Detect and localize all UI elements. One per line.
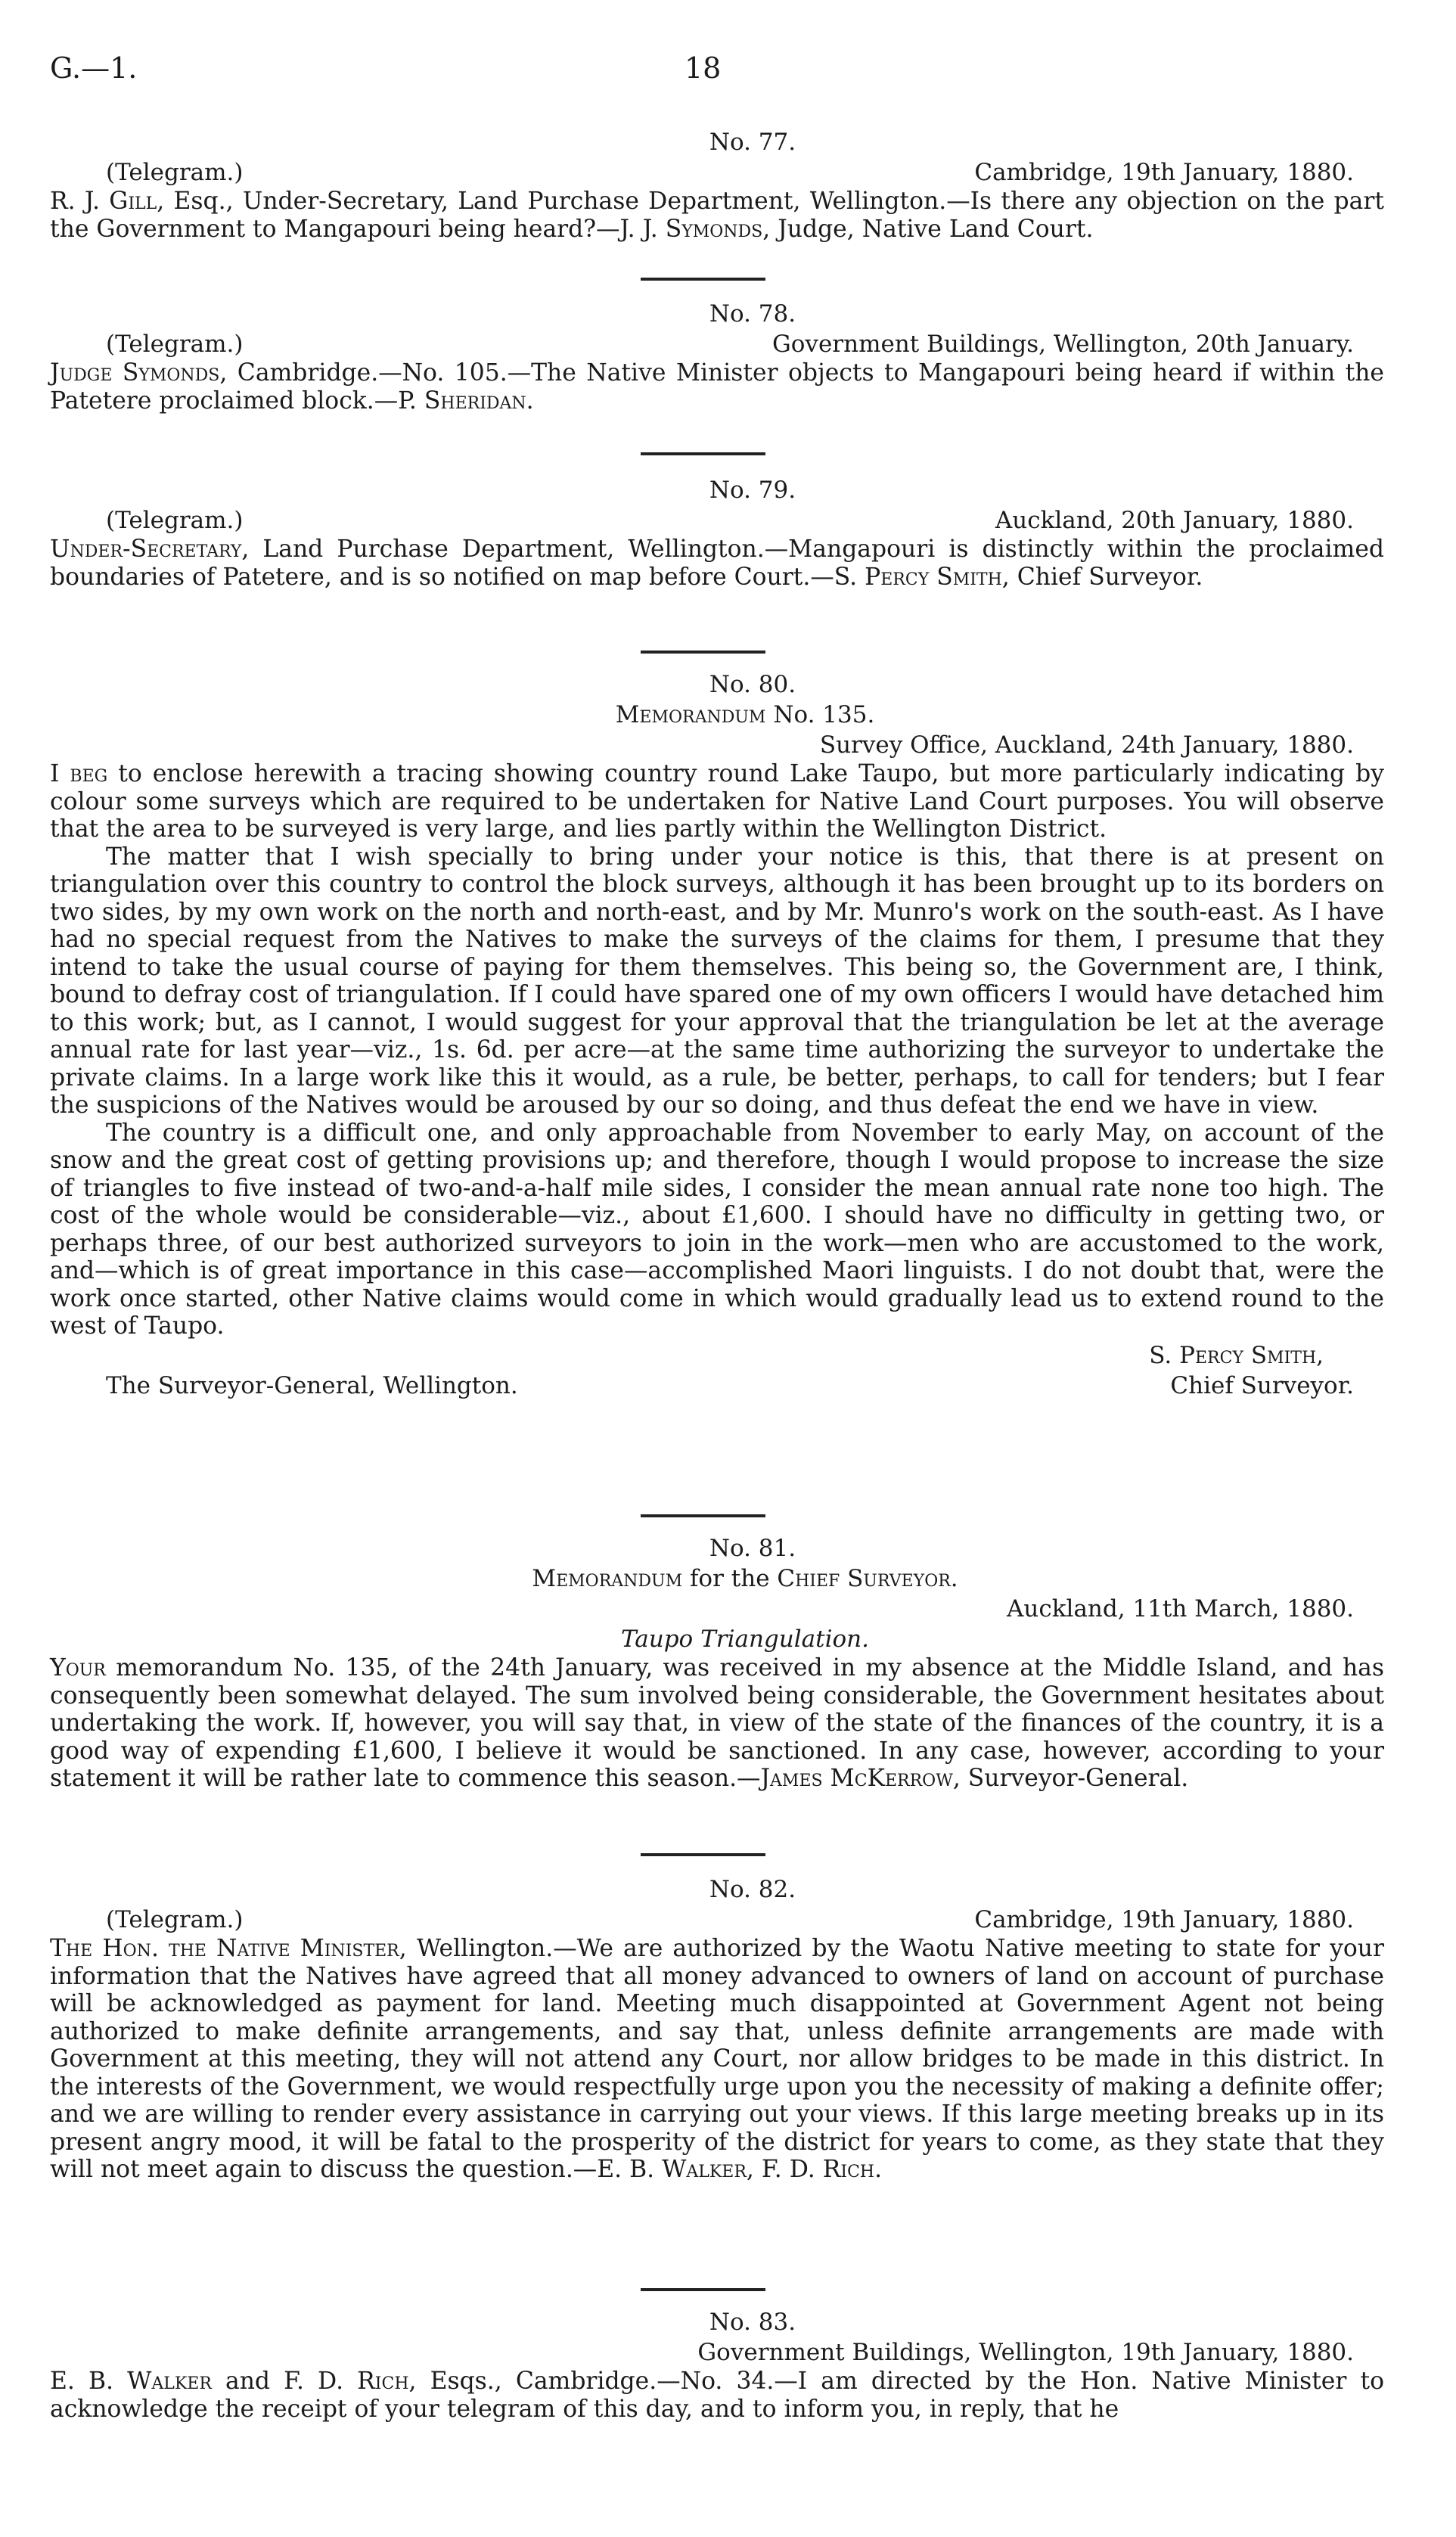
- section-divider: [641, 2288, 765, 2291]
- message-body: Your memorandum No. 135, of the 24th January, was received in my absence at the Middle Island, and has consequently been somewhat delayed. The sum involved being considerable, the Government hesitates about undertaking the work. If, however, you will say that, in view of the state of the finances of the country, it is a good way of expending £1,600, I believe it would be sanctioned. In any case, however, according to your statement it will be rather late to commence this season.—James McKerrow, Surveyor-General.: [50, 1654, 1384, 1792]
- memo-heading: Memorandum No. 135.: [615, 701, 875, 728]
- section-divider: [641, 278, 765, 281]
- section-number: No. 83.: [709, 2309, 796, 2336]
- addressee: The Hon. the Native Minister,: [50, 1935, 407, 1962]
- signature-block: [106, 1340, 1384, 1402]
- telegram-header: [106, 329, 1384, 359]
- section-divider: [641, 452, 765, 455]
- memo-subject: Taupo Triangulation.: [621, 1626, 869, 1653]
- section-number: No. 82.: [709, 1876, 796, 1903]
- section-number: No. 81.: [709, 1535, 796, 1562]
- telegram-label: (Telegram.): [106, 1906, 244, 1933]
- memo-heading: Memorandum for the Chief Surveyor.: [532, 1565, 958, 1592]
- place-date: Government Buildings, Wellington, 20th January.: [772, 331, 1354, 358]
- paragraph-2: The matter that I wish specially to bring under your notice is this, that there is at present on triangulation over this country to control the block surveys, although it has been brought up to its borders on two sides, by my own work on the north and north-east, and by Mr. Munro's work on the south-east. As I have had no special request from the Natives to make the surveys of the claims for them, I presume that they intend to take the usual course of paying for them themselves. This being so, the Government are, I think, bound to defray cost of triangulation. If I could have spared one of my own officers I would have detached him to this work; but, as I cannot, I would suggest for your approval that the triangulation be let at the average annual rate for last year—viz., 1s. 6d. per acre—at the same time authorizing the surveyor to undertake the private claims. In a large work like this it would, as a rule, be better, perhaps, to call for tenders; but I fear the suspicions of the Natives would be aroused by our so doing, and thus defeat the end we have in view.: [50, 843, 1384, 1119]
- telegram-label: (Telegram.): [106, 507, 244, 534]
- telegram-header: [106, 1905, 1384, 1935]
- addressee: Under-Secretary,: [50, 536, 250, 563]
- section-divider: [641, 1514, 765, 1517]
- telegram-header: [106, 157, 1384, 188]
- addressee: R. J. Gill,: [50, 188, 165, 215]
- addressee: Judge Symonds,: [50, 359, 228, 387]
- section-no-77: [50, 127, 1384, 243]
- place-date: Cambridge, 19th January, 1880.: [974, 159, 1354, 186]
- section-divider: [641, 1853, 765, 1856]
- series-number: G.—1.: [50, 51, 138, 85]
- section-no-83: [50, 2307, 1384, 2423]
- section-number: No. 77.: [709, 129, 796, 156]
- section-no-80: [50, 669, 1384, 1402]
- message-body: E. B. Walker and F. D. Rich, Esqs., Cambridge.—No. 34.—I am directed by the Hon. Native Minister to acknowledge the receipt of your telegram of this day, and to inform you, in reply, that he: [50, 2368, 1384, 2423]
- message-body: Judge Symonds, Cambridge.—No. 105.—The Native Minister objects to Mangapouri being heard if within the Patetere proclaimed block.—P. Sheridan.: [50, 359, 1384, 415]
- section-no-79: [50, 475, 1384, 591]
- signer-name: S. Percy Smith,: [1149, 1341, 1324, 1369]
- telegram-label: (Telegram.): [106, 159, 244, 186]
- place-date: Cambridge, 19th January, 1880.: [974, 1906, 1354, 1933]
- section-no-78: [50, 299, 1384, 415]
- place-date: Auckland, 11th March, 1880.: [1007, 1595, 1354, 1622]
- section-no-81: [50, 1533, 1384, 1793]
- paragraph-3: The country is a difficult one, and only approachable from November to early May, on account of the snow and the great cost of getting provisions up; and therefore, though I would propose to increase the size of triangles to five instead of two-and-a-half mile sides, I consider the mean annual rate none too high. The cost of the whole would be considerable—viz., about £1,600. I should have no difficulty in getting two, or perhaps three, of our best authorized surveyors to join in the work—men who are accustomed to the work, and—which is of great importance in this case—accomplished Maori linguists. I do not doubt that, were the work once started, other Native claims would come in which would gradually lead us to extend round to the west of Taupo.: [50, 1119, 1384, 1340]
- message-body: Under-Secretary, Land Purchase Department, Wellington.—Mangapouri is distinctly within the proclaimed boundaries of Patetere, and is so notified on map before Court.—S. Percy Smith, Chief Surveyor.: [50, 536, 1384, 591]
- message-body: The Hon. the Native Minister, Wellington.—We are authorized by the Waotu Native meeting to state for your information that the Natives have agreed that all money advanced to owners of land on account of purchase will be acknowledged as payment for land. Meeting much disappointed at Government Agent not being authorized to make definite arrangements, and say that, unless definite arrangements are made with Government at this meeting, they will not attend any Court, nor allow bridges to be made in this district. In the interests of the Government, we would respectfully urge upon you the necessity of making a definite offer; and we are willing to render every assistance in carrying out your views. If this large meeting breaks up in its present angry mood, it will be fatal to the prosperity of the district for years to come, as they state that they will not meet again to discuss the question.—E. B. Walker, F. D. Rich.: [50, 1935, 1384, 2183]
- paragraph-1: I beg to enclose herewith a tracing showing country round Lake Taupo, but more particularly indicating by colour some surveys which are required to be undertaken for Native Land Court purposes. You will observe that the area to be surveyed is very large, and lies partly within the Wellington District.: [50, 760, 1384, 843]
- signer: Percy Smith,: [865, 563, 1010, 591]
- signer: Symonds,: [665, 215, 771, 243]
- section-number: No. 80.: [709, 671, 796, 698]
- signer: James McKerrow,: [760, 1765, 961, 1792]
- signer: Sheridan.: [424, 387, 534, 415]
- signer-title: Chief Surveyor.: [1170, 1371, 1354, 1399]
- telegram-header: [106, 505, 1384, 536]
- place-date: Government Buildings, Wellington, 19th January, 1880.: [697, 2339, 1354, 2366]
- section-divider: [641, 651, 765, 654]
- section-number: No. 78.: [709, 300, 796, 328]
- page-number: 18: [685, 51, 722, 85]
- section-no-82: [50, 1874, 1384, 2184]
- section-number: No. 79.: [709, 477, 796, 504]
- message-body: R. J. Gill, Esq., Under-Secretary, Land Purchase Department, Wellington.—Is there any objection on the part the Government to Mangapouri being heard?—J. J. Symonds, Judge, Native Land Court.: [50, 188, 1384, 243]
- place-date: Survey Office, Auckland, 24th January, 1880.: [819, 731, 1354, 759]
- telegram-label: (Telegram.): [106, 331, 244, 358]
- place-date: Auckland, 20th January, 1880.: [995, 507, 1354, 534]
- recipient: The Surveyor-General, Wellington.: [106, 1371, 518, 1399]
